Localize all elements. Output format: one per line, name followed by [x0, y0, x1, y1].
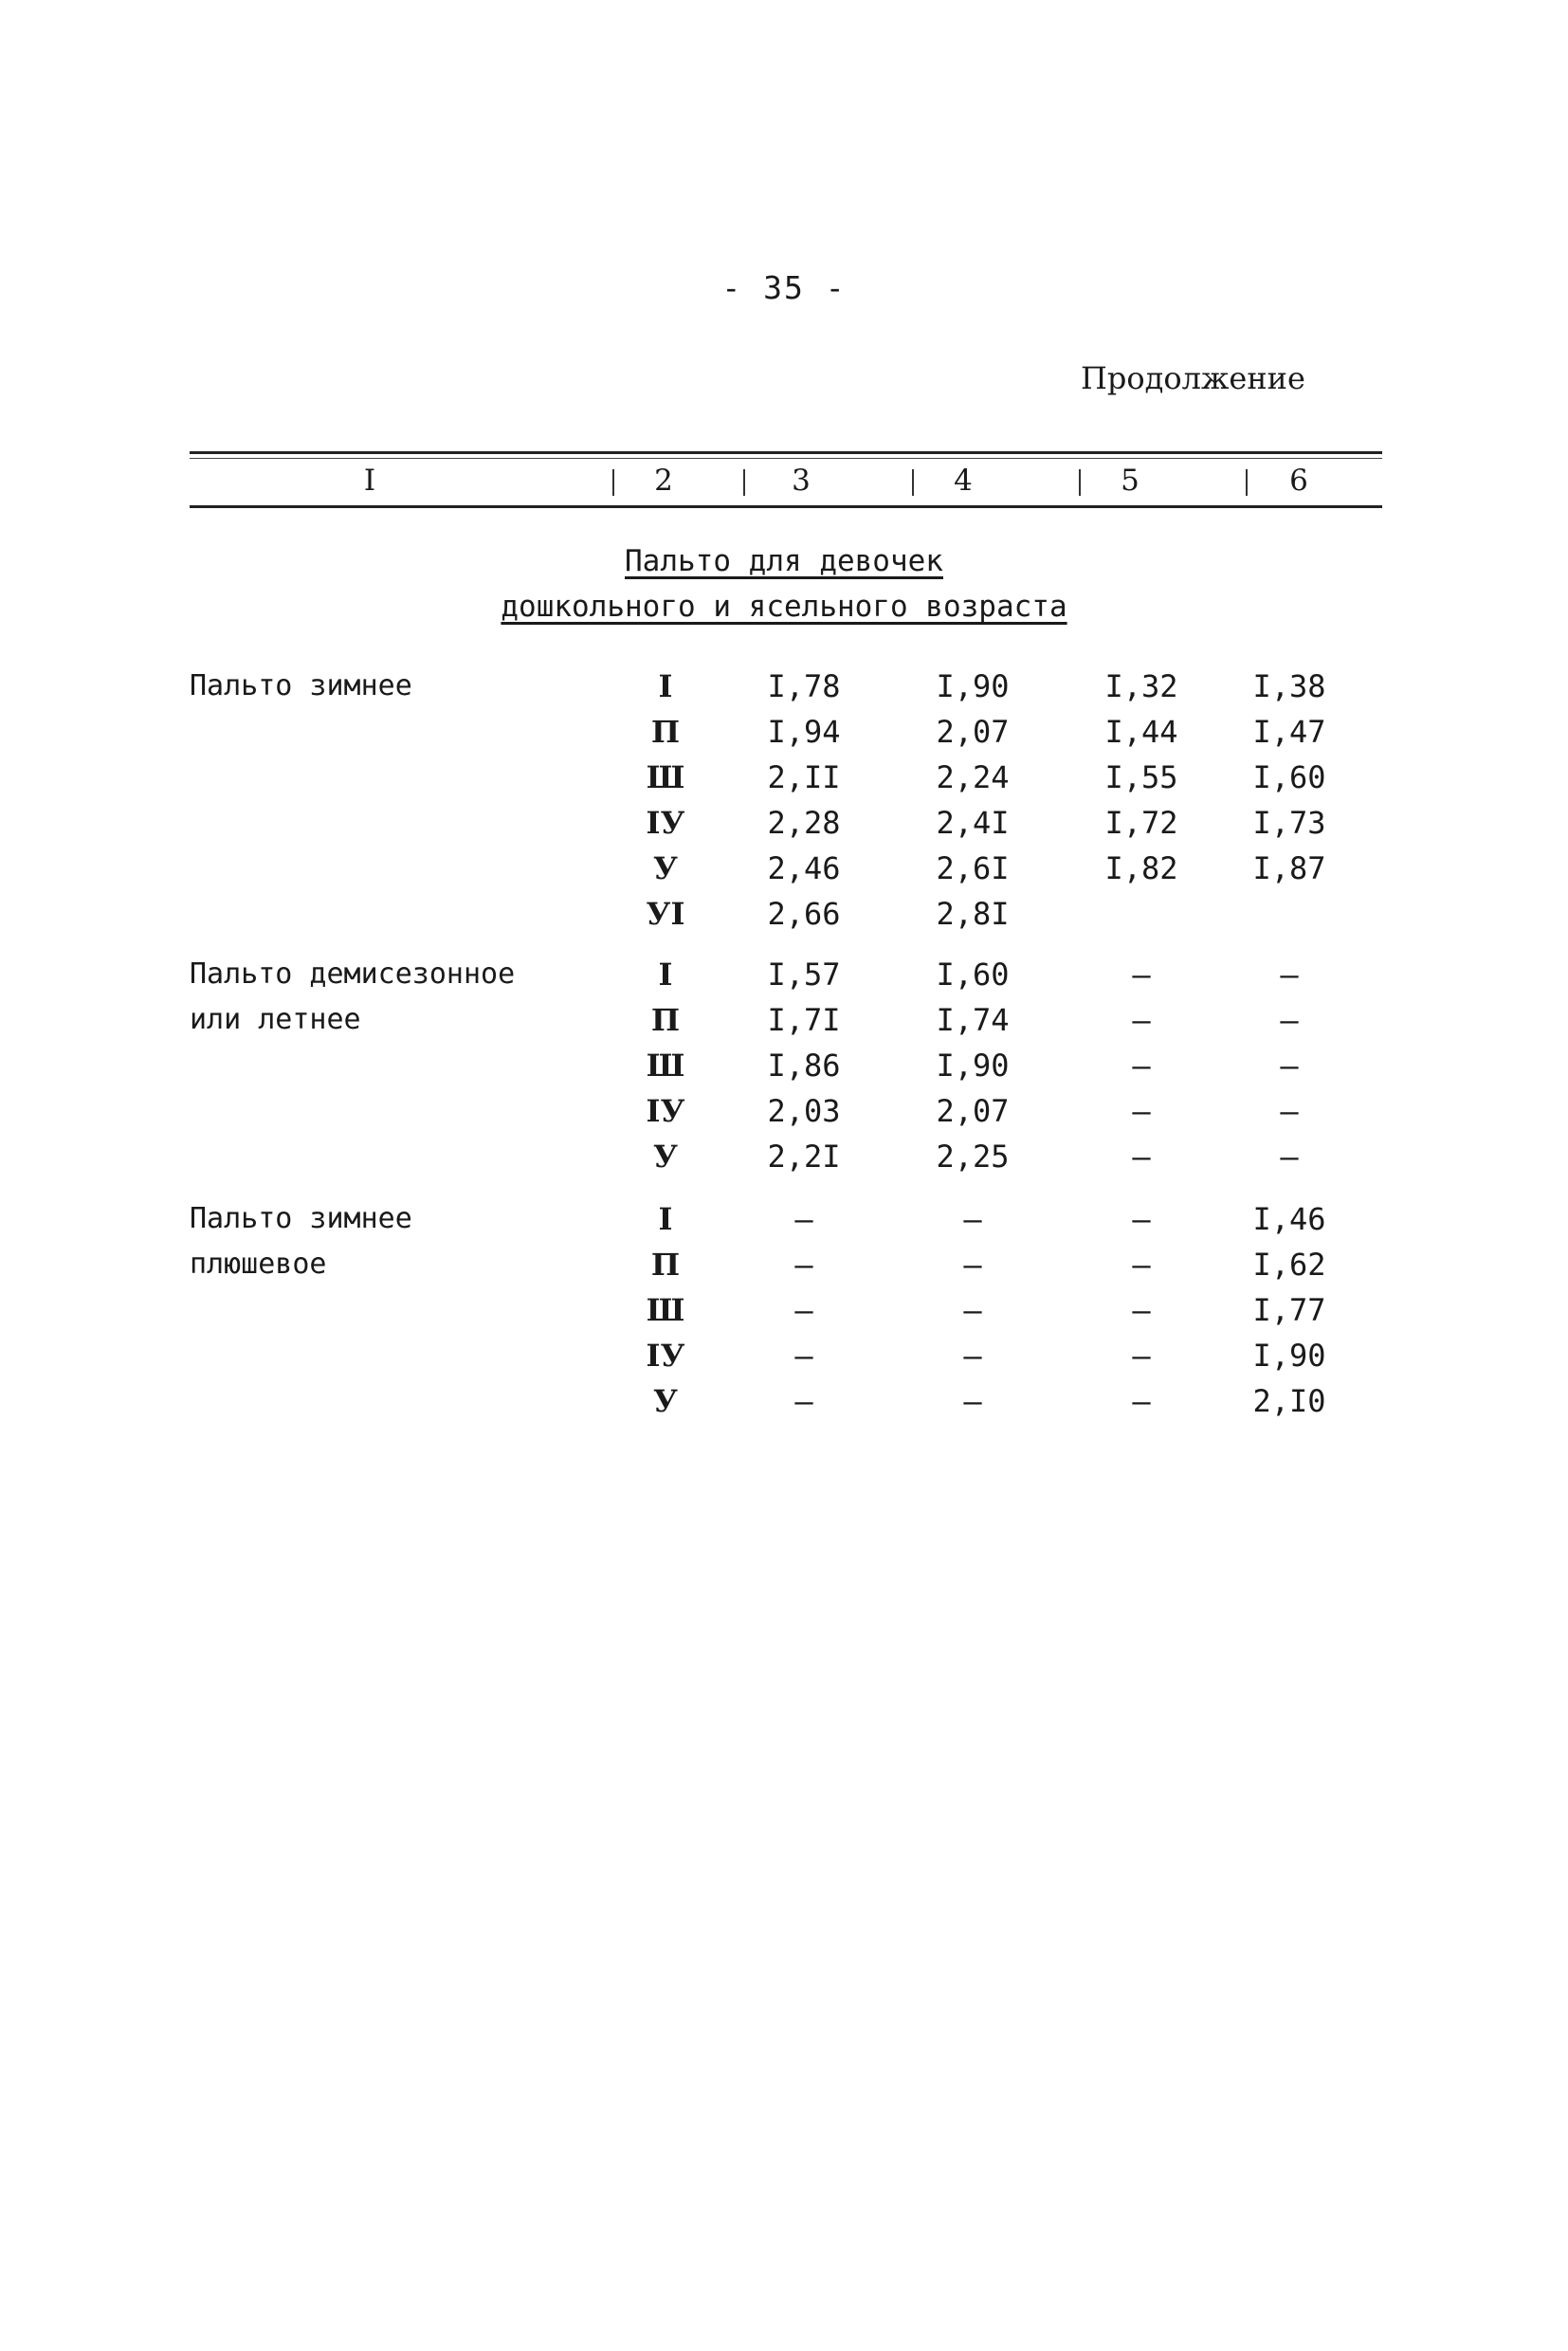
value-cell: I,82 — [1104, 850, 1178, 886]
value-cell: – — [1132, 957, 1151, 993]
column-separator — [1079, 469, 1081, 496]
page-number: - 35 - — [721, 269, 847, 306]
size-cell: У — [653, 850, 678, 886]
value-cell: I,57 — [767, 957, 841, 993]
value-cell: – — [1132, 1201, 1151, 1237]
size-cell: П — [650, 1247, 681, 1283]
value-cell: – — [1280, 1048, 1299, 1084]
value-cell: – — [963, 1383, 982, 1419]
value-cell: – — [1132, 1292, 1151, 1328]
value-cell: 2,46 — [767, 850, 841, 886]
value-cell: – — [1280, 1002, 1299, 1038]
value-cell: I,60 — [1252, 759, 1326, 795]
value-cell: 2,66 — [767, 896, 841, 932]
size-cell: УI — [646, 896, 685, 932]
column-separator — [743, 469, 745, 496]
value-cell: – — [1132, 1048, 1151, 1084]
column-separator — [912, 469, 914, 496]
continuation-label: Продолжение — [1081, 360, 1305, 396]
value-cell: 2,07 — [936, 714, 1010, 750]
value-cell: I,44 — [1104, 714, 1178, 750]
value-cell: – — [1132, 1247, 1151, 1283]
group-label: или летнее — [190, 1003, 361, 1036]
value-cell: – — [1280, 1093, 1299, 1129]
value-cell: I,60 — [936, 957, 1010, 993]
value-cell: 2,28 — [767, 805, 841, 841]
value-cell: I,7I — [767, 1002, 841, 1038]
group-label: Пальто демисезонное — [190, 957, 516, 991]
column-header: 4 — [954, 464, 973, 498]
value-cell: – — [1280, 1139, 1299, 1175]
value-cell: I,78 — [767, 668, 841, 704]
group-label: Пальто зимнее — [190, 1202, 412, 1235]
size-cell: У — [653, 1383, 678, 1419]
size-cell: I — [658, 957, 673, 993]
value-cell: – — [1132, 1139, 1151, 1175]
value-cell: – — [794, 1338, 813, 1374]
value-cell: I,90 — [936, 1048, 1010, 1084]
value-cell: I,90 — [1252, 1338, 1326, 1374]
size-cell: IУ — [646, 805, 685, 841]
table-header — [190, 451, 1382, 508]
column-header: 5 — [1121, 464, 1140, 498]
value-cell: – — [1132, 1338, 1151, 1374]
column-header: 2 — [654, 464, 673, 498]
value-cell: – — [963, 1292, 982, 1328]
section-title-line-2: дошкольного и ясельного возраста — [501, 590, 1067, 624]
value-cell: – — [1280, 957, 1299, 993]
value-cell: I,72 — [1104, 805, 1178, 841]
value-cell: I,86 — [767, 1048, 841, 1084]
value-cell: I,38 — [1252, 668, 1326, 704]
value-cell: – — [963, 1247, 982, 1283]
value-cell: 2,6I — [936, 850, 1010, 886]
group-label: Пальто зимнее — [190, 669, 412, 702]
value-cell: I,32 — [1104, 668, 1178, 704]
value-cell: I,77 — [1252, 1292, 1326, 1328]
value-cell: – — [1132, 1383, 1151, 1419]
value-cell: 2,25 — [936, 1139, 1010, 1175]
value-cell: – — [794, 1201, 813, 1237]
value-cell: I,55 — [1104, 759, 1178, 795]
value-cell: 2,8I — [936, 896, 1010, 932]
value-cell: 2,03 — [767, 1093, 841, 1129]
group-label: плюшевое — [190, 1248, 327, 1281]
column-header: 6 — [1289, 464, 1308, 498]
value-cell: – — [1132, 1002, 1151, 1038]
value-cell: – — [1132, 1093, 1151, 1129]
size-cell: IУ — [646, 1338, 685, 1374]
value-cell: I,94 — [767, 714, 841, 750]
column-separator — [1246, 469, 1248, 496]
size-cell: I — [658, 668, 673, 704]
value-cell: 2,2I — [767, 1139, 841, 1175]
value-cell: – — [963, 1338, 982, 1374]
size-cell: Ш — [646, 1048, 685, 1084]
size-cell: IУ — [646, 1093, 685, 1129]
value-cell: I,90 — [936, 668, 1010, 704]
value-cell: – — [963, 1201, 982, 1237]
column-header: I — [363, 464, 376, 498]
value-cell: I,87 — [1252, 850, 1326, 886]
size-cell: П — [650, 1002, 681, 1038]
value-cell: 2,24 — [936, 759, 1010, 795]
value-cell: 2,II — [767, 759, 841, 795]
value-cell: – — [794, 1292, 813, 1328]
value-cell: I,74 — [936, 1002, 1010, 1038]
column-header: 3 — [792, 464, 811, 498]
value-cell: I,62 — [1252, 1247, 1326, 1283]
value-cell: – — [794, 1383, 813, 1419]
size-cell: У — [653, 1139, 678, 1175]
value-cell: I,47 — [1252, 714, 1326, 750]
section-title-line-1: Пальто для девочек — [625, 544, 943, 578]
size-cell: Ш — [646, 1292, 685, 1328]
value-cell: 2,4I — [936, 805, 1010, 841]
value-cell: – — [794, 1247, 813, 1283]
value-cell: I,73 — [1252, 805, 1326, 841]
column-separator — [612, 469, 614, 496]
value-cell: 2,07 — [936, 1093, 1010, 1129]
size-cell: Ш — [646, 759, 685, 795]
value-cell: I,46 — [1252, 1201, 1326, 1237]
size-cell: П — [650, 714, 681, 750]
value-cell: 2,I0 — [1252, 1383, 1326, 1419]
size-cell: I — [658, 1201, 673, 1237]
